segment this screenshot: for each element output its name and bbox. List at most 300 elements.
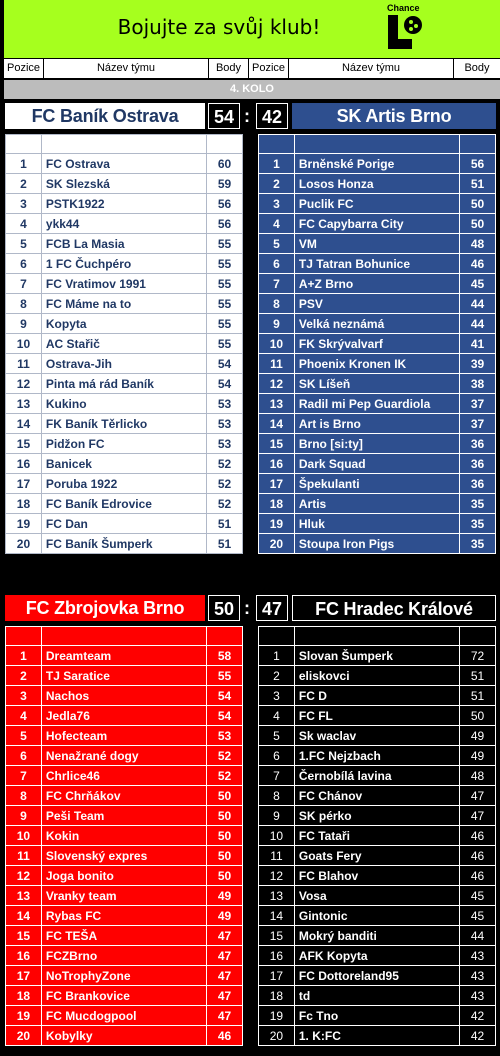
table-row[interactable]: [259, 334, 496, 354]
row-points: 47: [207, 1006, 243, 1026]
row-team-name: Vranky team: [41, 886, 206, 906]
row-team-name: Kopyta: [41, 314, 206, 334]
row-team-name: FC Chánov: [294, 786, 459, 806]
row-team-name: AC Stařič: [41, 334, 206, 354]
row-points: 44: [460, 314, 496, 334]
row-team-name: Goats Fery: [294, 846, 459, 866]
row-team-name: ykk44: [41, 214, 206, 234]
row-team-name: NoTrophyZone: [41, 966, 206, 986]
row-points: 55: [207, 294, 243, 314]
row-points: 50: [207, 806, 243, 826]
row-position: 6: [6, 254, 42, 274]
row-points: 41: [460, 334, 496, 354]
row-points: 52: [207, 474, 243, 494]
table-row[interactable]: [6, 666, 243, 686]
row-points: 54: [207, 686, 243, 706]
away-team-name: FC Hradec Králové: [292, 595, 496, 621]
away-team-name: SK Artis Brno: [292, 103, 496, 129]
row-points: 49: [207, 886, 243, 906]
row-points: 53: [207, 726, 243, 746]
row-team-name: FC Blahov: [294, 866, 459, 886]
row-points: 44: [460, 294, 496, 314]
row-points: 54: [207, 706, 243, 726]
row-position: 8: [259, 786, 295, 806]
table-row[interactable]: [259, 234, 496, 254]
row-team-name: FC Dan: [41, 514, 206, 534]
row-position: 20: [6, 534, 42, 554]
row-position: 7: [259, 274, 295, 294]
row-points: 50: [207, 846, 243, 866]
row-position: 2: [259, 666, 295, 686]
row-points: 48: [460, 766, 496, 786]
row-team-name: FK Skrývalvarf: [294, 334, 459, 354]
row-position: 7: [6, 274, 42, 294]
table-row[interactable]: [6, 826, 243, 846]
col-pos: Pozice: [249, 59, 289, 78]
row-points: 43: [460, 946, 496, 966]
table-row[interactable]: [6, 746, 243, 766]
row-team-name: Joga bonito: [41, 866, 206, 886]
row-position: 16: [6, 454, 42, 474]
row-points: 55: [207, 234, 243, 254]
row-team-name: Mokrý banditi: [294, 926, 459, 946]
row-position: 11: [259, 354, 295, 374]
table-spacer-row: [259, 135, 496, 154]
row-team-name: FC Baník Šumperk: [41, 534, 206, 554]
row-points: 49: [460, 726, 496, 746]
table-row[interactable]: [259, 926, 496, 946]
row-position: 16: [259, 454, 295, 474]
row-points: 51: [460, 666, 496, 686]
table-row[interactable]: [259, 174, 496, 194]
row-team-name: Ostrava-Jih: [41, 354, 206, 374]
row-team-name: Poruba 1922: [41, 474, 206, 494]
score-separator: :: [244, 106, 250, 126]
row-position: 20: [259, 534, 295, 554]
row-position: 4: [259, 214, 295, 234]
row-points: 48: [460, 234, 496, 254]
table-row[interactable]: [259, 666, 496, 686]
table-row[interactable]: [259, 154, 496, 174]
row-team-name: FC Capybarra City: [294, 214, 459, 234]
row-position: 13: [259, 394, 295, 414]
table-row[interactable]: [6, 1026, 243, 1046]
row-team-name: Vosa: [294, 886, 459, 906]
row-points: 37: [460, 394, 496, 414]
row-position: 3: [259, 686, 295, 706]
row-position: 20: [259, 1026, 295, 1046]
table-row[interactable]: [259, 686, 496, 706]
row-team-name: FC FL: [294, 706, 459, 726]
table-row[interactable]: [259, 806, 496, 826]
col-name: Název týmu: [44, 59, 209, 78]
row-points: 35: [460, 494, 496, 514]
row-points: 52: [207, 454, 243, 474]
table-row[interactable]: [259, 866, 496, 886]
chance-logo[interactable]: [384, 3, 428, 53]
row-position: 8: [259, 294, 295, 314]
row-team-name: Losos Honza: [294, 174, 459, 194]
row-position: 11: [6, 354, 42, 374]
row-team-name: FC Ostrava: [41, 154, 206, 174]
row-team-name: 1.FC Nejzbach: [294, 746, 459, 766]
row-position: 1: [259, 154, 295, 174]
table-row[interactable]: [6, 174, 243, 194]
table-row[interactable]: [6, 354, 243, 374]
row-team-name: Slovenský expres: [41, 846, 206, 866]
row-points: 46: [207, 1026, 243, 1046]
row-position: 13: [6, 394, 42, 414]
row-points: 56: [207, 214, 243, 234]
row-position: 15: [259, 926, 295, 946]
row-team-name: SK Slezská: [41, 174, 206, 194]
table-row[interactable]: [259, 1026, 496, 1046]
row-position: 16: [6, 946, 42, 966]
row-team-name: Art is Brno: [294, 414, 459, 434]
row-team-name: FC Mucdogpool: [41, 1006, 206, 1026]
table-row[interactable]: [6, 806, 243, 826]
row-points: 36: [460, 474, 496, 494]
table-row[interactable]: [259, 374, 496, 394]
row-points: 54: [207, 354, 243, 374]
row-position: 17: [6, 474, 42, 494]
row-position: 10: [259, 334, 295, 354]
table-row[interactable]: [259, 394, 496, 414]
row-points: 56: [207, 194, 243, 214]
row-team-name: FC Máme na to: [41, 294, 206, 314]
row-points: 72: [460, 646, 496, 666]
row-points: 37: [460, 414, 496, 434]
score-separator: :: [244, 598, 250, 618]
row-points: 53: [207, 434, 243, 454]
row-team-name: Černobílá lavina: [294, 766, 459, 786]
row-position: 8: [6, 294, 42, 314]
row-position: 7: [6, 766, 42, 786]
row-position: 5: [259, 234, 295, 254]
row-team-name: TJ Tatran Bohunice: [294, 254, 459, 274]
table-row[interactable]: [6, 374, 243, 394]
row-points: 43: [460, 966, 496, 986]
row-team-name: FC Dottoreland95: [294, 966, 459, 986]
row-team-name: Velká neznámá: [294, 314, 459, 334]
row-position: 15: [6, 434, 42, 454]
row-team-name: Dreamteam: [41, 646, 206, 666]
row-position: 17: [259, 966, 295, 986]
row-team-name: Pidžon FC: [41, 434, 206, 454]
table-row[interactable]: [259, 746, 496, 766]
table-row[interactable]: [259, 726, 496, 746]
table-row[interactable]: [6, 294, 243, 314]
table-row[interactable]: [259, 766, 496, 786]
table-row[interactable]: [6, 686, 243, 706]
row-position: 13: [6, 886, 42, 906]
table-row[interactable]: [6, 274, 243, 294]
row-position: 20: [6, 1026, 42, 1046]
standings-table-home: [5, 626, 243, 1046]
table-row[interactable]: [6, 314, 243, 334]
round-label: 4. KOLO: [4, 80, 500, 99]
table-row[interactable]: [6, 1006, 243, 1026]
row-position: 19: [259, 1006, 295, 1026]
table-row[interactable]: [259, 986, 496, 1006]
table-row[interactable]: [259, 194, 496, 214]
row-position: 6: [259, 746, 295, 766]
table-row[interactable]: [6, 254, 243, 274]
table-row[interactable]: [6, 454, 243, 474]
row-points: 38: [460, 374, 496, 394]
row-team-name: FC Chrňákov: [41, 786, 206, 806]
row-position: 3: [6, 686, 42, 706]
row-position: 8: [6, 786, 42, 806]
table-row[interactable]: [259, 886, 496, 906]
col-name: Název týmu: [289, 59, 454, 78]
row-team-name: Slovan Šumperk: [294, 646, 459, 666]
table-row[interactable]: [6, 194, 243, 214]
row-position: 9: [6, 806, 42, 826]
row-points: 47: [207, 946, 243, 966]
row-team-name: FK Baník Těrlicko: [41, 414, 206, 434]
row-points: 36: [460, 434, 496, 454]
row-position: 6: [6, 746, 42, 766]
table-row[interactable]: [6, 434, 243, 454]
row-points: 47: [207, 966, 243, 986]
table-row[interactable]: [259, 354, 496, 374]
row-position: 12: [6, 866, 42, 886]
table-row[interactable]: [259, 414, 496, 434]
row-position: 13: [259, 886, 295, 906]
row-points: 53: [207, 414, 243, 434]
row-team-name: Puclik FC: [294, 194, 459, 214]
logo-mark-icon: [384, 13, 424, 51]
table-row[interactable]: [6, 534, 243, 554]
row-team-name: Nachos: [41, 686, 206, 706]
row-points: 45: [460, 906, 496, 926]
row-team-name: Banicek: [41, 454, 206, 474]
row-position: 12: [259, 866, 295, 886]
banner: [4, 0, 500, 58]
row-team-name: Brno [si:ty]: [294, 434, 459, 454]
table-row[interactable]: [6, 726, 243, 746]
table-row[interactable]: [259, 646, 496, 666]
table-row[interactable]: [259, 454, 496, 474]
home-score: 50: [208, 595, 240, 621]
row-points: 55: [207, 314, 243, 334]
table-row[interactable]: [6, 766, 243, 786]
row-position: 17: [259, 474, 295, 494]
row-points: 47: [207, 986, 243, 1006]
row-team-name: td: [294, 986, 459, 1006]
table-row[interactable]: [6, 394, 243, 414]
row-points: 46: [460, 254, 496, 274]
away-score: 47: [256, 595, 288, 621]
table-row[interactable]: [6, 946, 243, 966]
table-row[interactable]: [6, 906, 243, 926]
row-team-name: Fc Tno: [294, 1006, 459, 1026]
row-team-name: FC D: [294, 686, 459, 706]
table-row[interactable]: [6, 966, 243, 986]
row-team-name: Gintonic: [294, 906, 459, 926]
row-position: 14: [259, 414, 295, 434]
row-points: 35: [460, 514, 496, 534]
row-points: 55: [207, 666, 243, 686]
row-team-name: 1 FC Čuchpéro: [41, 254, 206, 274]
row-position: 14: [259, 906, 295, 926]
row-points: 45: [460, 274, 496, 294]
standings-table-home: [5, 134, 243, 554]
table-row[interactable]: [6, 646, 243, 666]
row-points: 53: [207, 394, 243, 414]
row-position: 4: [6, 214, 42, 234]
row-team-name: Kobylky: [41, 1026, 206, 1046]
table-row[interactable]: [259, 294, 496, 314]
row-points: 52: [207, 746, 243, 766]
row-points: 60: [207, 154, 243, 174]
row-points: 51: [207, 534, 243, 554]
row-team-name: FC Vratimov 1991: [41, 274, 206, 294]
table-row[interactable]: [6, 494, 243, 514]
row-points: 55: [207, 254, 243, 274]
col-pts: Body: [209, 59, 249, 78]
row-points: 43: [460, 986, 496, 1006]
row-points: 52: [207, 766, 243, 786]
row-points: 58: [207, 646, 243, 666]
row-team-name: Hluk: [294, 514, 459, 534]
row-points: 52: [207, 494, 243, 514]
row-team-name: FC Tataři: [294, 826, 459, 846]
row-position: 19: [259, 514, 295, 534]
table-row[interactable]: [259, 314, 496, 334]
row-position: 6: [259, 254, 295, 274]
row-team-name: Kokin: [41, 826, 206, 846]
table-row[interactable]: [259, 494, 496, 514]
row-position: 2: [6, 666, 42, 686]
row-position: 1: [259, 646, 295, 666]
row-team-name: Peši Team: [41, 806, 206, 826]
table-row[interactable]: [6, 234, 243, 254]
row-points: 51: [460, 686, 496, 706]
table-row[interactable]: [6, 214, 243, 234]
row-team-name: FC Brankovice: [41, 986, 206, 1006]
column-header-row: [4, 59, 500, 78]
row-position: 9: [6, 314, 42, 334]
row-position: 11: [259, 846, 295, 866]
row-points: 39: [460, 354, 496, 374]
table-row[interactable]: [259, 514, 496, 534]
row-position: 2: [6, 174, 42, 194]
table-row[interactable]: [6, 926, 243, 946]
table-row[interactable]: [6, 866, 243, 886]
row-team-name: FC TEŠA: [41, 926, 206, 946]
row-points: 59: [207, 174, 243, 194]
row-team-name: Špekulanti: [294, 474, 459, 494]
row-team-name: Radil mi Pep Guardiola: [294, 394, 459, 414]
row-team-name: FCZBrno: [41, 946, 206, 966]
row-points: 55: [207, 274, 243, 294]
logo-text: Chance: [387, 3, 420, 13]
table-row[interactable]: [259, 254, 496, 274]
row-points: 51: [207, 514, 243, 534]
row-position: 18: [259, 494, 295, 514]
row-position: 9: [259, 806, 295, 826]
row-team-name: 1. K:FC: [294, 1026, 459, 1046]
row-team-name: Hofecteam: [41, 726, 206, 746]
table-row[interactable]: [6, 474, 243, 494]
row-position: 18: [6, 494, 42, 514]
row-position: 15: [6, 926, 42, 946]
row-points: 49: [207, 906, 243, 926]
table-row[interactable]: [6, 706, 243, 726]
row-team-name: FC Baník Edrovice: [41, 494, 206, 514]
row-position: 1: [6, 646, 42, 666]
table-row[interactable]: [6, 846, 243, 866]
table-spacer-row: [6, 135, 243, 154]
table-row[interactable]: [259, 434, 496, 454]
row-position: 11: [6, 846, 42, 866]
table-row[interactable]: [6, 414, 243, 434]
col-pos: Pozice: [4, 59, 44, 78]
row-position: 19: [6, 514, 42, 534]
row-points: 56: [460, 154, 496, 174]
row-points: 44: [460, 926, 496, 946]
row-position: 14: [6, 906, 42, 926]
table-row[interactable]: [259, 906, 496, 926]
banner-title: Bojujte za svůj klub!: [117, 15, 321, 39]
table-row[interactable]: [259, 846, 496, 866]
table-row[interactable]: [6, 154, 243, 174]
standings-table-away: [258, 134, 496, 554]
table-row[interactable]: [6, 334, 243, 354]
row-position: 5: [6, 726, 42, 746]
row-team-name: Kukino: [41, 394, 206, 414]
table-row[interactable]: [259, 274, 496, 294]
table-row[interactable]: [259, 534, 496, 554]
row-points: 42: [460, 1006, 496, 1026]
table-row[interactable]: [259, 946, 496, 966]
col-pts: Body: [464, 62, 490, 74]
table-row[interactable]: [259, 826, 496, 846]
row-position: 5: [259, 726, 295, 746]
row-points: 46: [460, 826, 496, 846]
table-row[interactable]: [259, 706, 496, 726]
row-position: 4: [6, 706, 42, 726]
table-row[interactable]: [259, 214, 496, 234]
table-row[interactable]: [6, 786, 243, 806]
row-points: 47: [207, 926, 243, 946]
row-team-name: PSTK1922: [41, 194, 206, 214]
row-team-name: AFK Kopyta: [294, 946, 459, 966]
table-row[interactable]: [259, 474, 496, 494]
row-position: 18: [6, 986, 42, 1006]
row-position: 10: [6, 334, 42, 354]
table-row[interactable]: [259, 1006, 496, 1026]
table-row[interactable]: [6, 986, 243, 1006]
row-team-name: Brněnské Porige: [294, 154, 459, 174]
row-position: 14: [6, 414, 42, 434]
row-position: 10: [6, 826, 42, 846]
row-team-name: VM: [294, 234, 459, 254]
row-team-name: TJ Saratice: [41, 666, 206, 686]
row-points: 46: [460, 846, 496, 866]
table-row[interactable]: [6, 514, 243, 534]
home-team-name: FC Baník Ostrava: [5, 103, 205, 129]
row-points: 42: [460, 1026, 496, 1046]
table-row[interactable]: [259, 786, 496, 806]
row-team-name: eliskovci: [294, 666, 459, 686]
table-row[interactable]: [6, 886, 243, 906]
row-points: 50: [460, 706, 496, 726]
row-team-name: SK Líšeň: [294, 374, 459, 394]
table-row[interactable]: [259, 966, 496, 986]
